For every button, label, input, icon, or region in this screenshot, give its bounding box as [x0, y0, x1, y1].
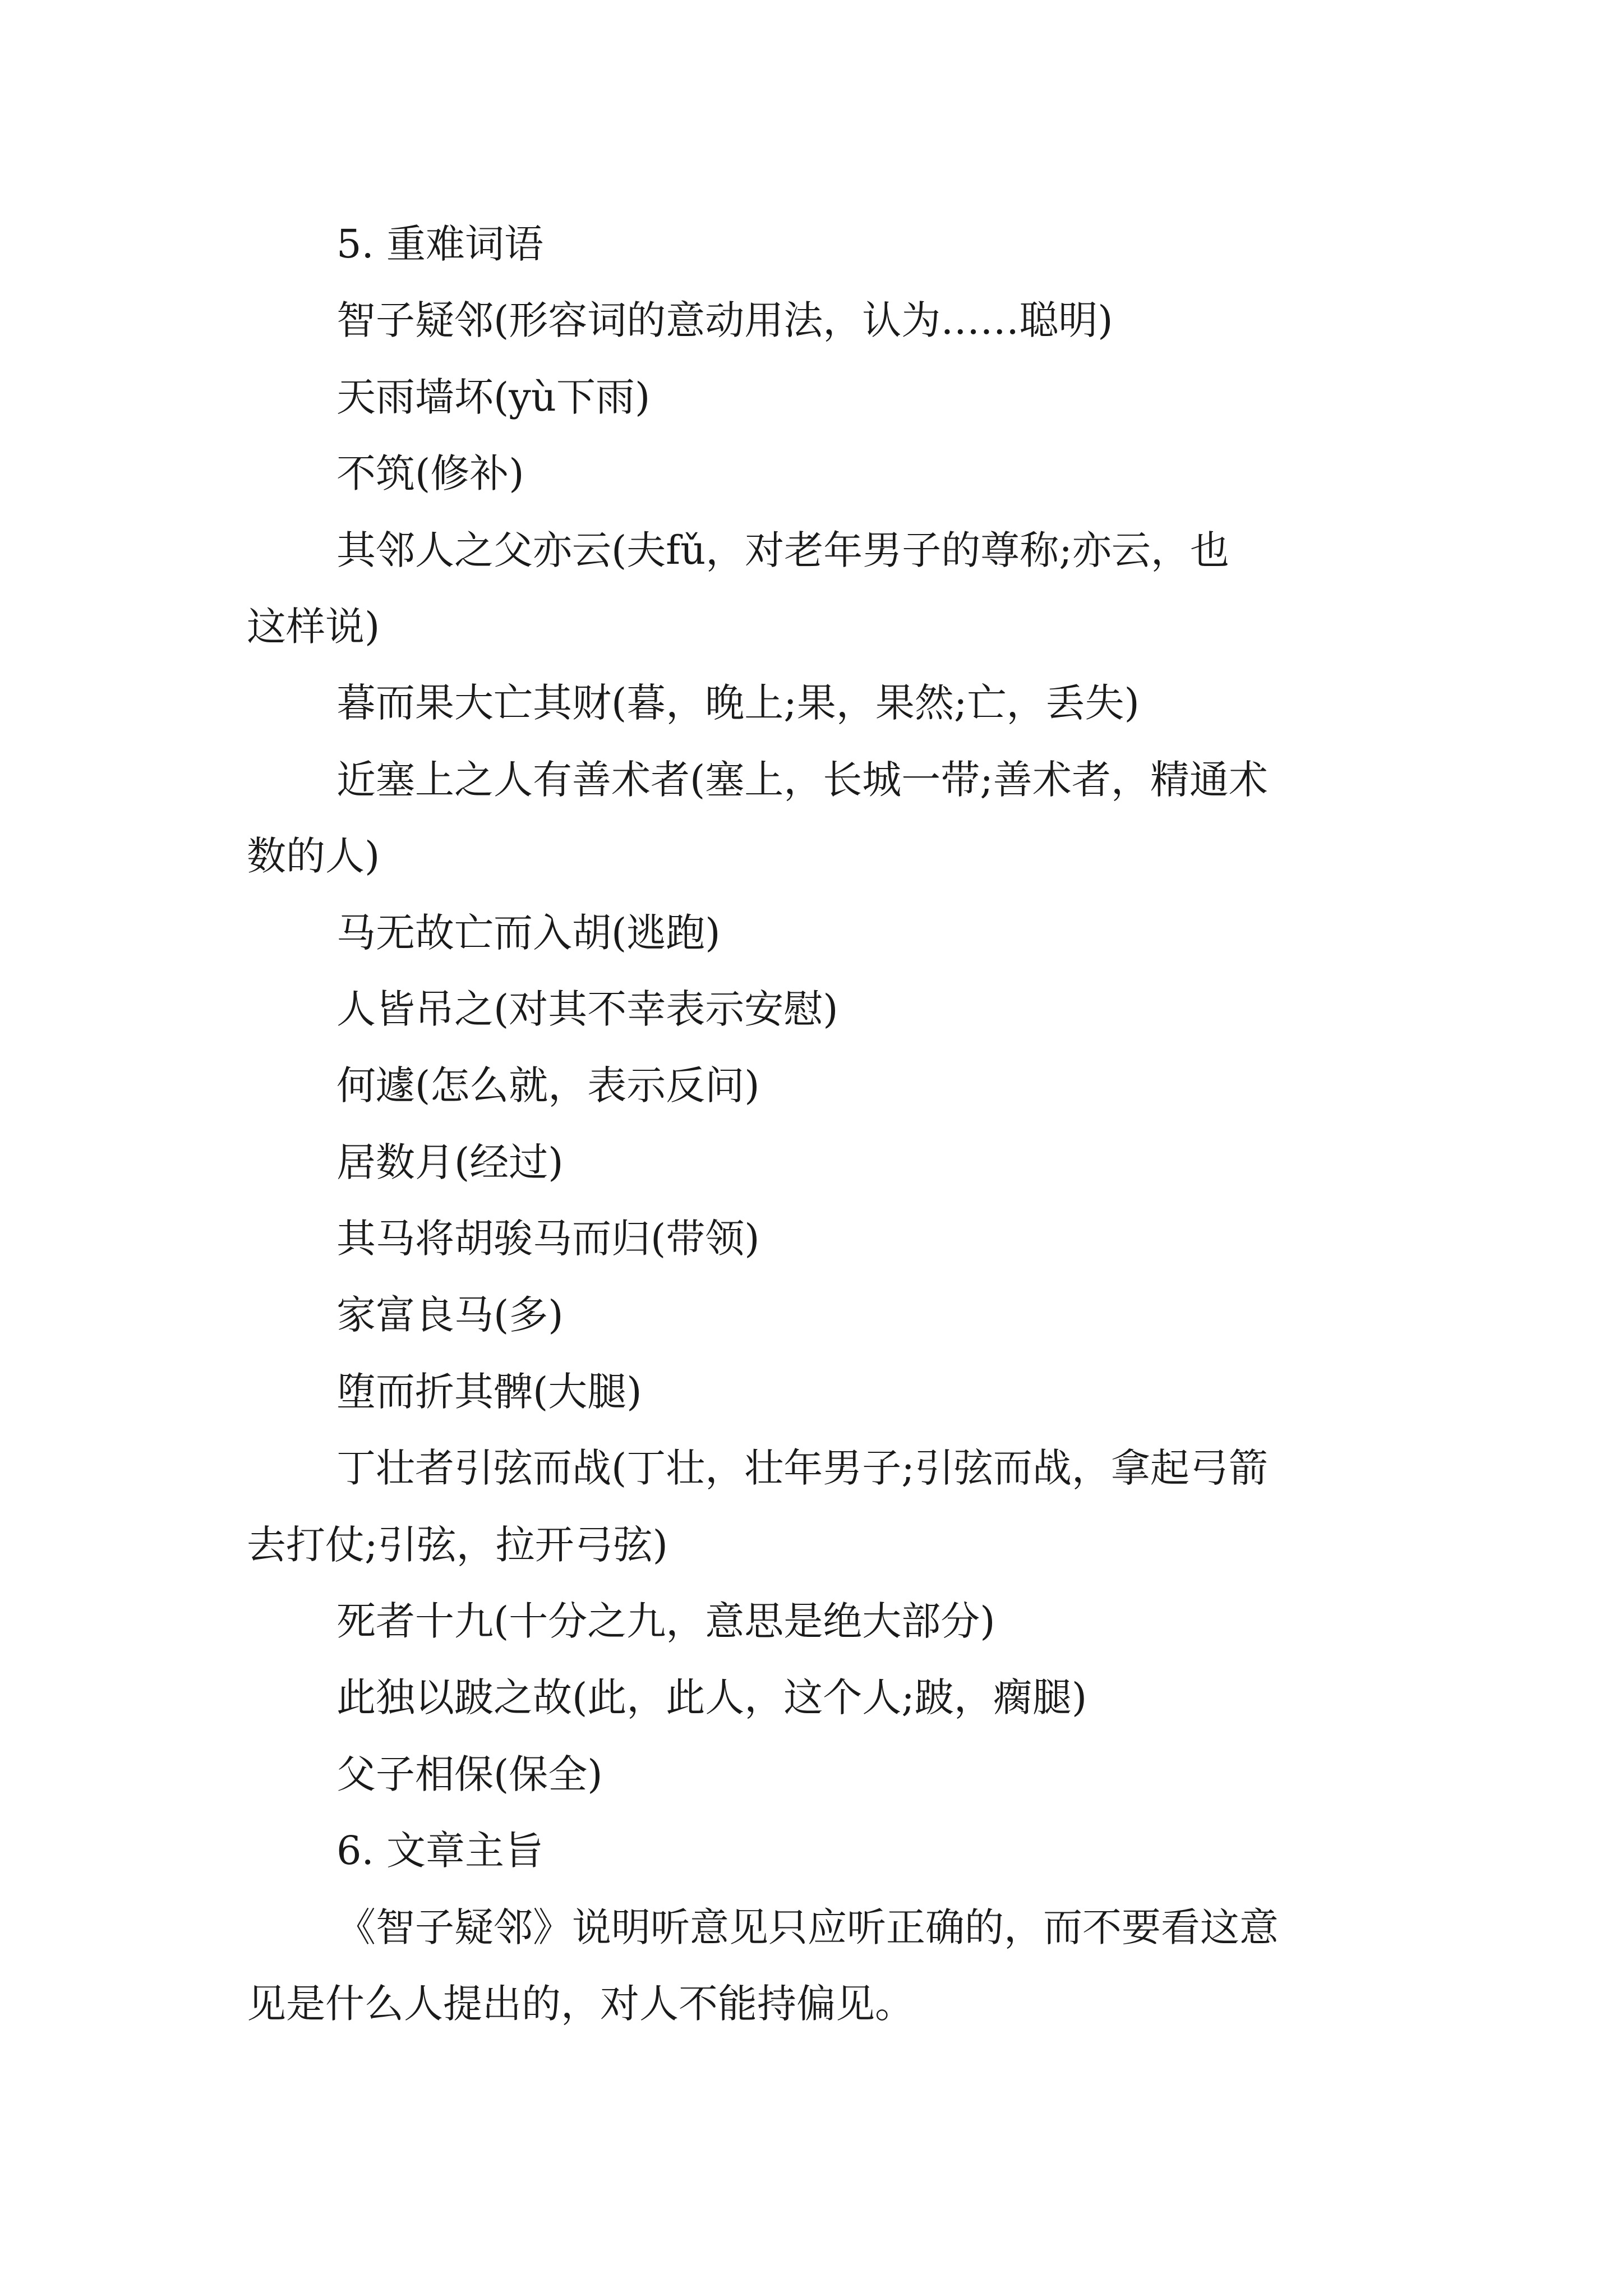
section-heading: 6. 文章主旨 [336, 1828, 544, 1874]
vocab-entry-continuation: 数的人) [247, 833, 380, 880]
vocab-entry-continuation: 这样说) [247, 603, 380, 650]
vocab-entry: 近塞上之人有善术者(塞上，长城一带;善术者，精通术 [336, 756, 1268, 803]
summary-paragraph-continuation: 见是什么人提出的，对人不能持偏见。 [247, 1980, 914, 2027]
vocab-entry: 暮而果大亡其财(暮，晚上;果，果然;亡，丢失) [336, 680, 1140, 726]
vocab-entry: 不筑(修补) [336, 450, 524, 497]
summary-paragraph: 《智子疑邻》说明听意见只应听正确的，而不要看这意 [336, 1904, 1279, 1950]
vocab-entry: 天雨墙坏(yù下雨) [336, 374, 651, 420]
vocab-entry: 家富良马(多) [336, 1292, 564, 1338]
vocab-entry: 何遽(怎么就，表示反问) [336, 1062, 760, 1109]
vocab-entry: 智子疑邻(形容词的意动用法，认为……聪明) [336, 297, 1113, 344]
vocab-entry: 其邻人之父亦云(夫fǔ，对老年男子的尊称;亦云，也 [336, 527, 1229, 573]
vocab-entry: 堕而折其髀(大腿) [336, 1368, 642, 1415]
vocab-entry: 此独以跛之故(此，此人，这个人;跛，瘸腿) [336, 1674, 1087, 1721]
vocab-entry-continuation: 去打仗;引弦，拉开弓弦) [247, 1521, 668, 1568]
vocab-entry: 居数月(经过) [336, 1139, 564, 1185]
vocab-entry: 父子相保(保全) [336, 1751, 603, 1797]
section-heading: 5. 重难词语 [336, 221, 544, 267]
document-body [247, 206, 1391, 2042]
vocab-entry: 丁壮者引弦而战(丁壮，壮年男子;引弦而战，拿起弓箭 [336, 1445, 1268, 1492]
vocab-entry: 马无故亡而入胡(逃跑) [336, 909, 721, 956]
vocab-entry: 死者十九(十分之九，意思是绝大部分) [336, 1598, 995, 1645]
vocab-entry: 其马将胡骏马而归(带领) [336, 1216, 760, 1262]
vocab-entry: 人皆吊之(对其不幸表示安慰) [336, 986, 838, 1032]
